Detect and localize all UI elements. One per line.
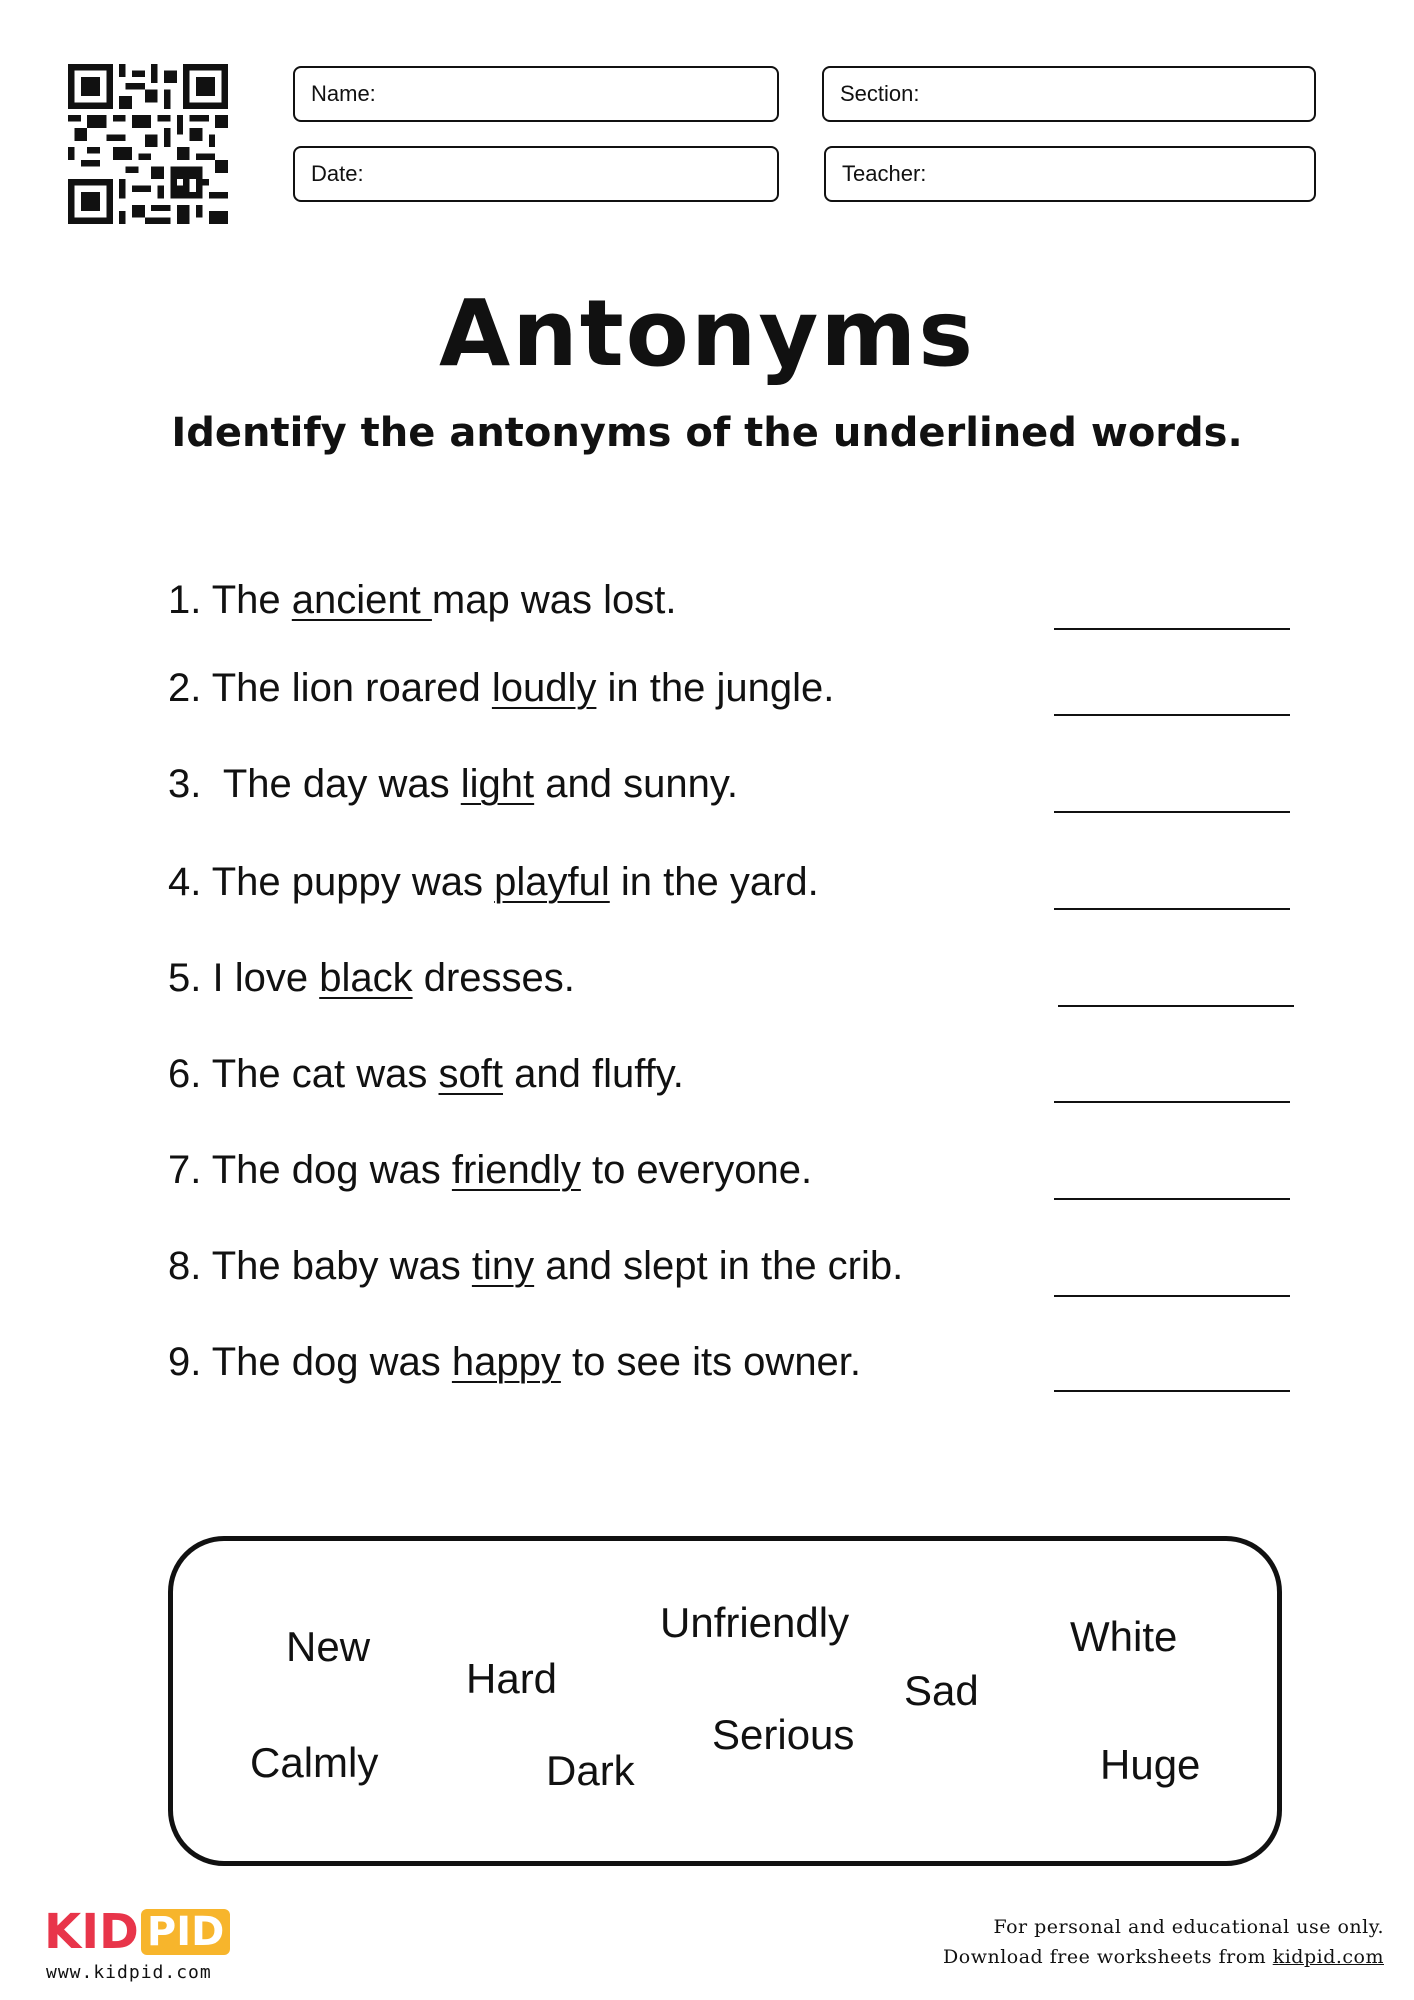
question-text: map was lost. [431, 578, 677, 622]
logo-pid: PID [141, 1909, 230, 1955]
footer-download-text: Download free worksheets from [943, 1946, 1273, 1968]
word-bank-item: Huge [1100, 1741, 1201, 1788]
question-item [168, 668, 834, 708]
footer-usage-note: For personal and educational use only. [993, 1916, 1384, 1938]
question-number: 5. [168, 956, 202, 1000]
question-text: and fluffy. [503, 1052, 684, 1096]
question-text: The puppy was [201, 860, 495, 904]
page-title: Antonyms [439, 280, 975, 387]
question-item [168, 764, 738, 804]
answer-blank[interactable] [1054, 714, 1290, 716]
answer-blank[interactable] [1054, 811, 1290, 813]
question-number: 8. [168, 1244, 202, 1288]
question-text: and slept in the crib. [534, 1244, 904, 1288]
question-text: The [201, 578, 292, 622]
question-text: to see its owner. [560, 1340, 862, 1384]
answer-blank[interactable] [1054, 628, 1290, 630]
underlined-word: happy [451, 1340, 561, 1384]
name-label: Name: [311, 81, 376, 106]
underlined-word: light [460, 762, 535, 806]
kidpid-link[interactable]: kidpid.com [1272, 1946, 1384, 1968]
question-item [168, 1246, 903, 1286]
question-number: 3. [168, 762, 202, 806]
name-field[interactable] [293, 66, 779, 122]
underlined-word: ancient [291, 578, 432, 622]
question-text: dresses. [412, 956, 575, 1000]
question-number: 7. [168, 1148, 202, 1192]
question-item [168, 958, 575, 998]
section-label: Section: [840, 81, 920, 106]
answer-blank[interactable] [1054, 1198, 1290, 1200]
question-text: The dog was [201, 1148, 452, 1192]
question-text: The lion roared [201, 666, 492, 710]
answer-blank[interactable] [1054, 1295, 1290, 1297]
logo-kid: KID [44, 1904, 139, 1960]
section-field[interactable] [822, 66, 1316, 122]
underlined-word: playful [494, 860, 610, 904]
answer-blank[interactable] [1054, 1101, 1290, 1103]
underlined-word: tiny [471, 1244, 535, 1288]
question-item [168, 1342, 861, 1382]
word-bank-item: Serious [712, 1711, 855, 1758]
underlined-word: loudly [491, 666, 597, 710]
website-label: www.kidpid.com [46, 1962, 212, 1983]
word-bank-item: Sad [904, 1667, 979, 1714]
word-bank-item: New [286, 1623, 371, 1670]
underlined-word: black [319, 956, 413, 1000]
question-text: The cat was [201, 1052, 439, 1096]
question-item [168, 580, 676, 620]
question-text: The baby was [201, 1244, 472, 1288]
question-number: 2. [168, 666, 202, 710]
question-item [168, 1150, 812, 1190]
word-bank-item: Hard [466, 1655, 558, 1702]
word-bank-item: Unfriendly [660, 1599, 850, 1646]
word-bank-item: White [1070, 1613, 1178, 1660]
question-item [168, 1054, 684, 1094]
question-number: 9. [168, 1340, 202, 1384]
question-number: 6. [168, 1052, 202, 1096]
kidpid-logo [44, 1904, 230, 1960]
question-number: 4. [168, 860, 202, 904]
question-text: in the jungle. [596, 666, 835, 710]
question-number: 1. [168, 578, 202, 622]
answer-blank[interactable] [1054, 908, 1290, 910]
answer-blank[interactable] [1058, 1005, 1294, 1007]
question-text: I love [201, 956, 320, 1000]
footer-download-note [943, 1946, 1384, 1968]
question-text: and sunny. [534, 762, 739, 806]
word-bank-item: Dark [546, 1747, 635, 1794]
date-field[interactable] [293, 146, 779, 202]
underlined-word: soft [438, 1052, 503, 1096]
qr-code-icon [68, 64, 228, 224]
teacher-label: Teacher: [842, 161, 927, 186]
answer-blank[interactable] [1054, 1390, 1290, 1392]
word-bank-item: Calmly [250, 1739, 379, 1786]
question-text: The dog was [201, 1340, 452, 1384]
underlined-word: friendly [451, 1148, 581, 1192]
question-text: in the yard. [609, 860, 819, 904]
date-label: Date: [311, 161, 364, 186]
question-text: The day was [201, 762, 461, 806]
instruction: Identify the antonyms of the underlined words. [171, 410, 1243, 456]
teacher-field[interactable] [824, 146, 1316, 202]
question-item [168, 862, 819, 902]
question-text: to everyone. [580, 1148, 813, 1192]
word-bank [168, 1536, 1282, 1866]
